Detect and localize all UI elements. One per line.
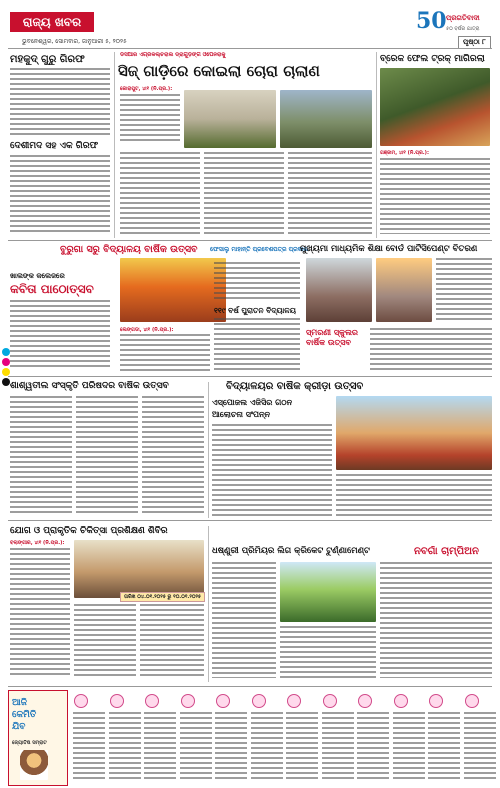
body-text [214,318,300,372]
body-text [76,396,138,516]
body-text [336,474,492,516]
section-rule [8,686,492,687]
yoga-date-banner: ତାରିଖ ୦୪.୦୧.୨୦୨୫ ରୁ ୧୦.୦୧.୨୦୨୫ [120,592,205,602]
horoscope-byline: ଜ୍ୟୋତିଷ ସମ୍ରାଟ [12,740,47,746]
zodiac-sign-icon [74,694,88,708]
zodiac-sign-icon [287,694,301,708]
truck-dateline: ଗଞ୍ଜାମ, ୪ା୧ (ନି.ପ୍ର.): [380,150,429,156]
headline-cricket: ଧଷ୍ଣୁରୀ ପ୍ରିମିୟର ଲିଗ କ୍ରିକେଟ ଟୁର୍ଣ୍ଣାମେଣ୍ଟ [212,546,370,556]
column-rule [114,52,115,238]
zodiac-text [215,712,247,782]
zodiac-sign-icon [394,694,408,708]
body-text [204,152,284,234]
zodiac-text [251,712,283,782]
body-text [10,155,110,233]
body-text [10,396,72,516]
section-rule [8,520,492,521]
zodiac-sign-icon [110,694,124,708]
truck-accident-photo [380,68,490,146]
body-text [380,562,492,678]
section-title: ରାଜ୍ୟ ଖବର [10,12,94,32]
zodiac-text [144,712,176,782]
headline-anniversary: ସ୍ମରଣୀ ସ୍କୁଲର ବାର୍ଷିକ ଉତ୍ସବ [306,328,358,347]
body-text [10,68,110,138]
column-rule [208,382,209,518]
body-text [380,158,490,234]
main-headline: ସିଜ୍ ଗାଡ଼ିରେ କୋଇଲା ଚୋରା ଚାଲାଣ [118,62,320,80]
body-text [212,424,332,516]
zodiac-sign-icon [429,694,443,708]
zodiac-sign-icon [145,694,159,708]
body-text [214,262,300,302]
body-text [120,152,200,234]
section-rule [8,376,492,377]
body-text [10,300,110,370]
headline-kavita: କବିତା ପାଠୋତ୍ସବ [10,282,94,296]
headline-committee-sub: ଆଲୋଚନା ସଂପନ୍ନ [212,410,271,419]
headline-century: ୧୧୯ ବର୍ଷ ପୁରାତନ ବିଦ୍ୟାଳୟ [214,306,296,315]
registration-mark [2,368,10,376]
zodiac-text [357,712,389,782]
zodiac-text [322,712,354,782]
cricket-photo [280,562,376,622]
body-text [370,328,492,372]
body-text [142,396,204,516]
body-text [74,604,136,678]
body-text [280,626,376,678]
board-photo-2 [376,258,432,322]
dateline: ଭୁବନେଶ୍ୱର, ସୋମବାର, ଜାନୁଆରୀ ୫, ୨୦୨୫ [22,38,127,45]
headline-banner: ଫେସାଲୁ ମାହାନ୍ତି ପ୍ରବେଶପତ୍ର ପ୍ରକାଶ [210,246,308,253]
column-rule [208,526,209,682]
horoscope-title: ଆଜି କେମିତି ଯିବ [12,698,37,732]
page-number: ପୃଷ୍ଠା ୮ [458,36,491,49]
school-stage-photo [120,258,226,322]
headline-truck: ବ୍ରେକ ଫେଲ ଟ୍ରକ୍ ମାଗିରଲା [380,54,485,64]
zodiac-text [464,712,496,782]
headline-cricket-winner: ନବଗାଁ ଚାମ୍ପିଅନ [414,546,479,557]
logo-tagline: ୫୦ ବର୍ଷର ଯାତ୍ରା [446,26,480,32]
headline-sanskrit: ଶାଶ୍ୱତୀଲ ସଂସ୍କୃତି ପରିଷଦର ବାର୍ଷିକ ଉତ୍ସବ [10,381,169,391]
headline-board: ମୁଖ୍ୟମା ମାଧ୍ୟମିକ ଶିକ୍ଷା ବୋର୍ଡ ପାର୍ଟିସିପେଣ୍ଟ ବିତରଣ [300,244,478,254]
headline-sports: ବିଦ୍ୟାଳୟର ବାର୍ଷିକ କ୍ରୀଡ଼ା ଉତ୍ସବ [226,381,364,392]
vehicle-photo [280,90,372,148]
kavita-kicker: ଖାଲଙ୍କ କଲେଜରେ [10,272,65,280]
body-text [10,548,70,678]
column-rule [376,52,377,238]
body-text [120,334,210,372]
zodiac-sign-icon [358,694,372,708]
zodiac-sign-icon [181,694,195,708]
body-text [288,152,372,234]
zodiac-text [109,712,141,782]
body-text [212,562,276,678]
truck-photo [184,90,276,148]
yoga-camp-photo [74,540,204,598]
zodiac-sign-icon [216,694,230,708]
zodiac-sign-icon [323,694,337,708]
body-text [436,258,492,322]
registration-mark [2,348,10,356]
sports-event-photo [336,396,492,470]
body-text [140,604,204,678]
zodiac-text [73,712,105,782]
zodiac-text [428,712,460,782]
main-dateline: କୋରାପୁଟ, ୪ା୧ (ନି.ପ୍ର.): [120,86,173,92]
zodiac-sign-icon [465,694,479,708]
headline-top-left: ମହକୁଦ୍ ଗୁରୁ ଗିରଫ [10,54,85,65]
zodiac-text [180,712,212,782]
headline-yoga: ଯୋଗ ଓ ପ୍ରାକୃତିକ ଚିକିତ୍ସା ପ୍ରଶିକ୍ଷଣ ଶିବିର [10,526,168,536]
astrologer-photo [20,750,48,780]
registration-mark [2,358,10,366]
board-photo-1 [306,258,372,322]
registration-mark [2,378,10,386]
main-kicker: ଡିସିଆର ଏଗ୍ରିକଲ୍ଚରାଲ ଡ୍ରାଗୁଡ଼ିଙ୍ଗ ଓପେନରାକୁ [120,52,226,58]
zodiac-text [286,712,318,782]
section-rule [8,240,492,241]
anniversary-logo: 50 [416,8,447,34]
zodiac-text [393,712,425,782]
publication-name: ପ୍ରଗତିବାଦୀ [446,14,480,22]
headline-committee: ଏସ୍ପୋଜଲ ଏଜିସିର ଗଠନ [212,398,293,407]
school-dateline: ଲେଙ୍ଗଡା, ୪ା୧ (ନି.ପ୍ର.): [120,327,174,333]
zodiac-sign-icon [252,694,266,708]
body-text [120,94,180,144]
masthead-rule [8,48,492,49]
yoga-dateline: ବଲାଙ୍ଗୀର, ୪ା୧ (ନି.ପ୍ର.): [10,540,65,546]
headline-left-second: ଦେଶୀମଦ ସହ ଏକ ଗିରଫ [10,141,99,151]
headline-school: ବୁରୁଗା ସରୁ ବିଦ୍ୟାଳୟ ବାର୍ଷିକ ଉତ୍ସବ [60,244,198,255]
